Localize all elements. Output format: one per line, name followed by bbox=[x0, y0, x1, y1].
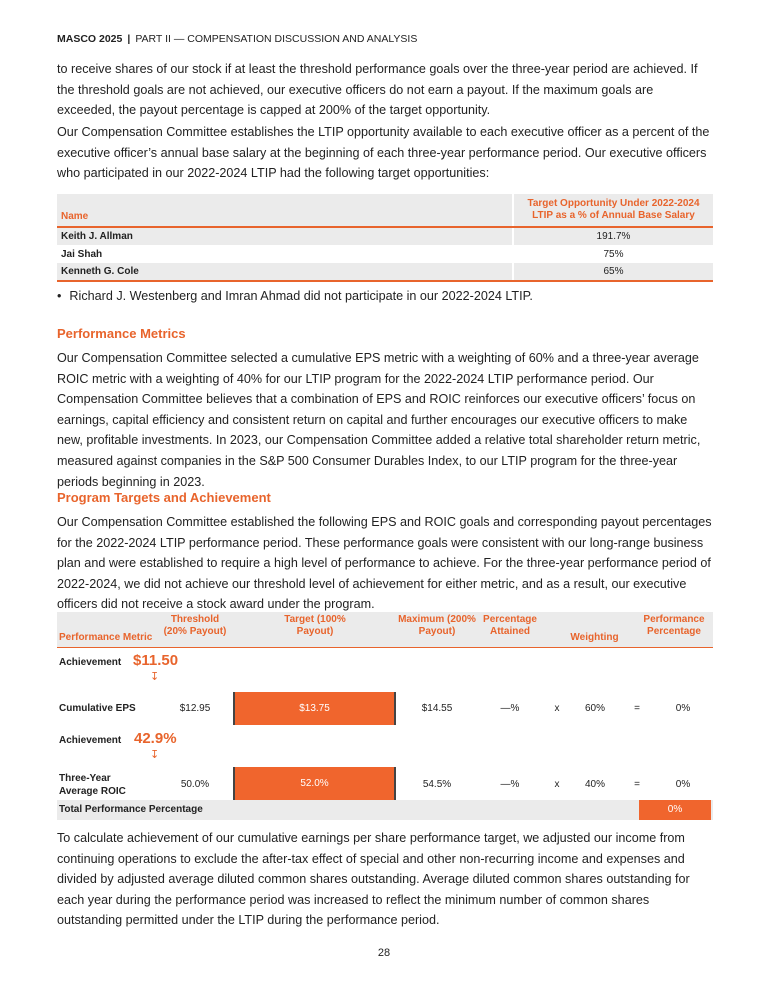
divider: | bbox=[127, 33, 131, 45]
value-cell: 65% bbox=[513, 263, 713, 281]
metric-label: Cumulative EPS bbox=[59, 703, 136, 714]
total-label: Total Performance Percentage bbox=[59, 804, 203, 815]
col-header: Target (100% Payout) bbox=[284, 614, 346, 637]
target-bar: 52.0% bbox=[233, 767, 396, 800]
equals-sign: = bbox=[634, 703, 640, 714]
achievement-value: $11.50 bbox=[133, 652, 179, 669]
col-header: Threshold (20% Payout) bbox=[163, 614, 227, 637]
company-name: MASCO 2025 bbox=[57, 33, 123, 45]
value-cell: 75% bbox=[513, 245, 713, 263]
target-bar: $13.75 bbox=[233, 692, 396, 725]
metric-label: Three-Year Average ROIC bbox=[59, 773, 126, 797]
bullet-text: Richard J. Westenberg and Imran Ahmad did not participate in our 2022-2024 LTIP. bbox=[69, 289, 533, 303]
threshold-value: 50.0% bbox=[180, 779, 210, 790]
page-number: 28 bbox=[377, 947, 391, 959]
section-heading: Program Targets and Achievement bbox=[57, 490, 271, 505]
total-value: 0% bbox=[639, 800, 711, 820]
equals-sign: = bbox=[634, 779, 640, 790]
performance-value: 0% bbox=[675, 703, 691, 714]
col-header: Maximum (200% Payout) bbox=[398, 614, 476, 637]
section-title: PART II — COMPENSATION DISCUSSION AND ANALYSIS bbox=[135, 33, 418, 45]
col-header: Weighting bbox=[570, 632, 619, 643]
name-cell: Keith J. Allman bbox=[57, 227, 513, 245]
weighting-value: 60% bbox=[584, 703, 605, 714]
value-cell: 191.7% bbox=[513, 227, 713, 245]
target-opportunity-table bbox=[57, 194, 713, 282]
section-heading: Performance Metrics bbox=[57, 326, 186, 341]
paragraph: to receive shares of our stock if at least the threshold performance goals over the three-year period are achieved. If the threshold goals are not achieved, our executive officers do not earn a payout. If the maximum goals are exceeded, the payout percentage is capped at 200% of the target opportunity. bbox=[57, 62, 698, 118]
total-row bbox=[57, 800, 713, 820]
attained-value: —% bbox=[500, 703, 520, 714]
table-row bbox=[57, 245, 713, 263]
maximum-value: 54.5% bbox=[422, 779, 452, 790]
attained-value: —% bbox=[500, 779, 520, 790]
col-header: Percentage Attained bbox=[483, 614, 537, 637]
arrow-down-icon: ↧ bbox=[150, 671, 160, 683]
col-header: Performance Percentage bbox=[643, 614, 705, 637]
page-header bbox=[57, 33, 713, 45]
paragraph: Our Compensation Committee selected a cumulative EPS metric with a weighting of 60% and a three-year average ROIC metric with a weighting of 40% for our LTIP program for the 2022-2024 LTIP performance period. Our Compensation Committee believes that a combination of EPS and ROIC reinforces our executive officers’ focus on earnings, capital efficiency and consistent return on capital and further encourages our executive officers to make new, profitable investments. In 2023, our Compensation Committee added a relative total shareholder return metric, measured against companies in the S&P 500 Consumer Durables Index, to our LTIP program for the three-year periods beginning in 2023. bbox=[57, 351, 701, 489]
bullet-item: • Richard J. Westenberg and Imran Ahmad did not participate in our 2022-2024 LTIP. bbox=[57, 289, 533, 303]
maximum-value: $14.55 bbox=[421, 703, 453, 714]
perf-table-header bbox=[57, 612, 713, 648]
weighting-value: 40% bbox=[584, 779, 605, 790]
multiply-sign: x bbox=[554, 779, 560, 790]
achievement-label: Achievement bbox=[59, 657, 122, 668]
paragraph: To calculate achievement of our cumulative earnings per share performance target, we adjusted our income from continuing operations to exclude the after-tax effect of special and other non-recurring income and expenses and divided by adjusted average diluted common shares outstanding. Average diluted common shares outstanding for each year during the performance period was increased to reflect the minimum number of common shares outstanding permitted under the LTIP during the performance period. bbox=[57, 831, 690, 928]
multiply-sign: x bbox=[554, 703, 560, 714]
arrow-down-icon: ↧ bbox=[150, 749, 160, 761]
col-header-target: Target Opportunity Under 2022-2024 LTIP as a % of Annual Base Salary bbox=[513, 194, 713, 227]
name-cell: Kenneth G. Cole bbox=[57, 263, 513, 281]
name-cell: Jai Shah bbox=[61, 248, 103, 260]
performance-value: 0% bbox=[675, 779, 691, 790]
paragraph: Our Compensation Committee established the following EPS and ROIC goals and corresponding payout percentages for the 2022-2024 LTIP performance period. These performance goals were consistent with our long-range business plan and were established to require a high level of performance to achieve. For the three-year performance period of 2022-2024, we did not achieve our threshold level of achievement for either metric, and as a result, our executive officers did not receive a stock award under the program. bbox=[57, 515, 712, 612]
achievement-value: 42.9% bbox=[134, 730, 177, 747]
col-header-name: Name bbox=[57, 194, 513, 227]
achievement-label: Achievement bbox=[59, 735, 122, 746]
col-header: Performance Metric bbox=[59, 632, 153, 643]
threshold-value: $12.95 bbox=[179, 703, 211, 714]
performance-table bbox=[57, 612, 713, 822]
table-row bbox=[57, 263, 713, 281]
table-row bbox=[57, 227, 713, 245]
paragraph: Our Compensation Committee establishes the LTIP opportunity available to each executive officer as a percent of the executive officer’s annual base salary at the beginning of each three-year performance period. Our executive officers who participated in our 2022-2024 LTIP had the following target opportunities: bbox=[57, 125, 710, 181]
